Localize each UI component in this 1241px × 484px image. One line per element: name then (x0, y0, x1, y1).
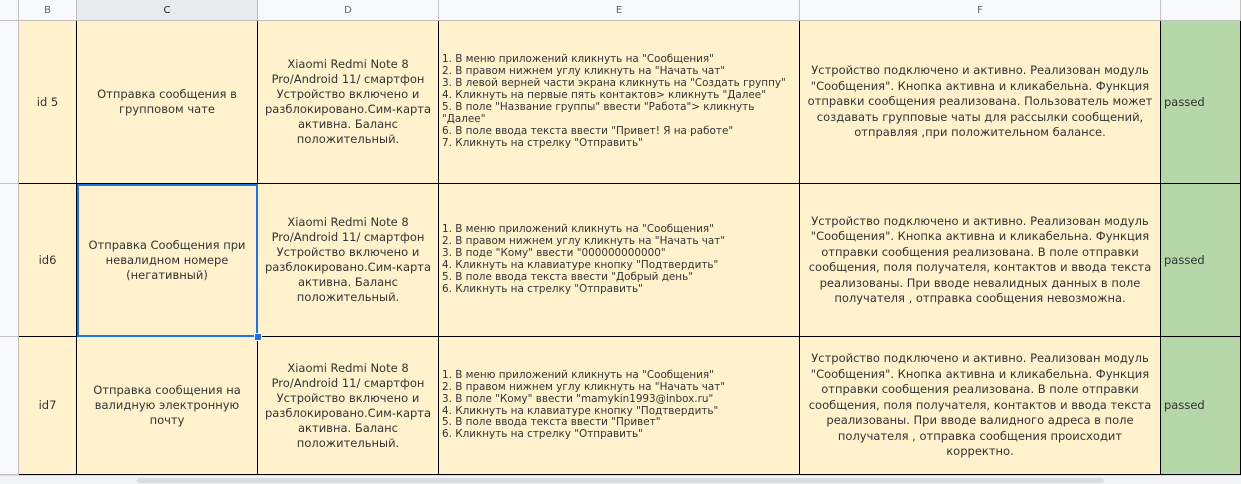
cell-text: id6 (38, 252, 57, 267)
cell-text: Отправка Сообщения при невалидном номере (негативный) (88, 237, 246, 282)
cell-text: Xiaomi Redmi Note 8 Pro/Android 11/ смартфон Устройство включено и разблокировано.Сим-карта активна. Баланс положительный. (264, 215, 432, 304)
status-text: passed (1164, 398, 1205, 412)
table-cell-expected-result[interactable] (800, 337, 1161, 475)
cell-text: id7 (38, 398, 57, 412)
column-header-e[interactable]: E (439, 0, 800, 21)
cell-text: Xiaomi Redmi Note 8 Pro/Android 11/ смартфон Устройство включено и разблокировано.Сим-карта активна. Баланс положительный. (264, 57, 432, 146)
cell-text: 1. В меню приложений кликнуть на "Сообщения" 2. В правом нижнем углу кликнуть на "Начать чат" 3. В поде "Кому" ввести "000000000000" 4. Кликнуть на клавиатуре кнопку "Подтвердить" 5. В поле ввода текста ввести "Добрый день" 6. Кликнуть на стрелку "Отправить" (442, 223, 726, 295)
column-header-b[interactable]: B (19, 0, 77, 21)
table-cell-steps[interactable] (439, 337, 800, 475)
table-cell-title[interactable] (77, 184, 258, 337)
table-cell-id[interactable] (19, 337, 77, 475)
table-cell-expected-result[interactable] (800, 21, 1161, 184)
table-cell-id[interactable] (19, 184, 77, 337)
cell-text: Отправка сообщения в групповом чате (97, 87, 237, 116)
status-text: passed (1164, 252, 1205, 267)
cell-text: 1. В меню приложений кликнуть на "Сообщения" 2. В правом нижнем углу кликнуть на "Начать чат" 3. В поле "Кому" ввести "mamykin1993@inbox.ru" 4. Кликнуть на клавиатуре кнопку "Подтвердить" 5. В поле ввода текста ввести "Привет" 6. Кликнуть на стрелку "Отправить" (442, 368, 726, 441)
row-header[interactable] (0, 337, 19, 475)
column-header-d[interactable]: D (258, 0, 439, 21)
row-header[interactable] (0, 21, 19, 184)
table-cell-steps[interactable] (439, 184, 800, 337)
cell-text: Устройство подключено и активно. Реализован модуль "Сообщения". Кнопка активна и кликабельна. Функция отправки сообщения реализована. В поле отправки сообщения, поля получателя, контактов и ввода текста реализованы. При вводе невалидных данных в поле получателя , отправка сообщения невозможна. (808, 213, 1152, 305)
table-cell-environment[interactable] (258, 21, 439, 184)
horizontal-scrollbar-thumb[interactable] (137, 478, 1104, 483)
cell-text: Xiaomi Redmi Note 8 Pro/Android 11/ смартфон Устройство включено и разблокировано.Сим-карта активна. Баланс положительный. (264, 360, 432, 450)
cell-text: Устройство подключено и активно. Реализован модуль "Сообщения". Кнопка активна и кликабельна. Функция отправки сообщения реализована. Пользователь может создавать групповые чаты для рассылки сообщений, отправляя ,при положительном балансе. (807, 63, 1153, 140)
fill-handle[interactable] (254, 333, 262, 341)
row-header[interactable] (0, 184, 19, 337)
table-cell-status[interactable] (1161, 184, 1241, 337)
status-text: passed (1164, 94, 1205, 109)
column-header-c[interactable]: C (77, 0, 258, 21)
table-cell-status[interactable] (1161, 337, 1241, 475)
table-cell-status[interactable] (1161, 21, 1241, 184)
table-cell-title[interactable] (77, 21, 258, 184)
corner-cell[interactable] (0, 0, 19, 21)
table-cell-id[interactable] (19, 21, 77, 184)
cell-text: id 5 (36, 94, 59, 109)
table-cell-expected-result[interactable] (800, 184, 1161, 337)
column-header-f[interactable]: F (800, 0, 1161, 21)
table-cell-environment[interactable] (258, 184, 439, 337)
cell-text: Отправка сообщения на валидную электронную почту (93, 383, 241, 427)
table-cell-steps[interactable] (439, 21, 800, 184)
table-cell-title[interactable] (77, 337, 258, 475)
column-header-g[interactable] (1161, 0, 1241, 21)
cell-text: Устройство подключено и активно. Реализован модуль "Сообщения". Кнопка активна и кликабельна. Функция отправки сообщения реализована. В поле отправки сообщения, поля получателя, контактов и ввода текста реализованы. При вводе валидного адреса в поле получателя , отправка сообщения происходит корректно. (808, 351, 1152, 459)
table-cell-environment[interactable] (258, 337, 439, 475)
cell-text: 1. В меню приложений кликнуть на "Сообщения" 2. В правом нижнем углу кликнуть на "Начать чат" 3. В левой верней части экрана кликнуть на "Создать группу" 4. Кликнуть на первые пять контактов> кликнуть "Далее" 5. В поле "Название группы" ввести "Работа"> кликнуть "Далее" 6. В поле ввода текста ввести "Привет! Я на работе" 7. Кликнуть на стрелку "Отправить" (442, 53, 786, 149)
